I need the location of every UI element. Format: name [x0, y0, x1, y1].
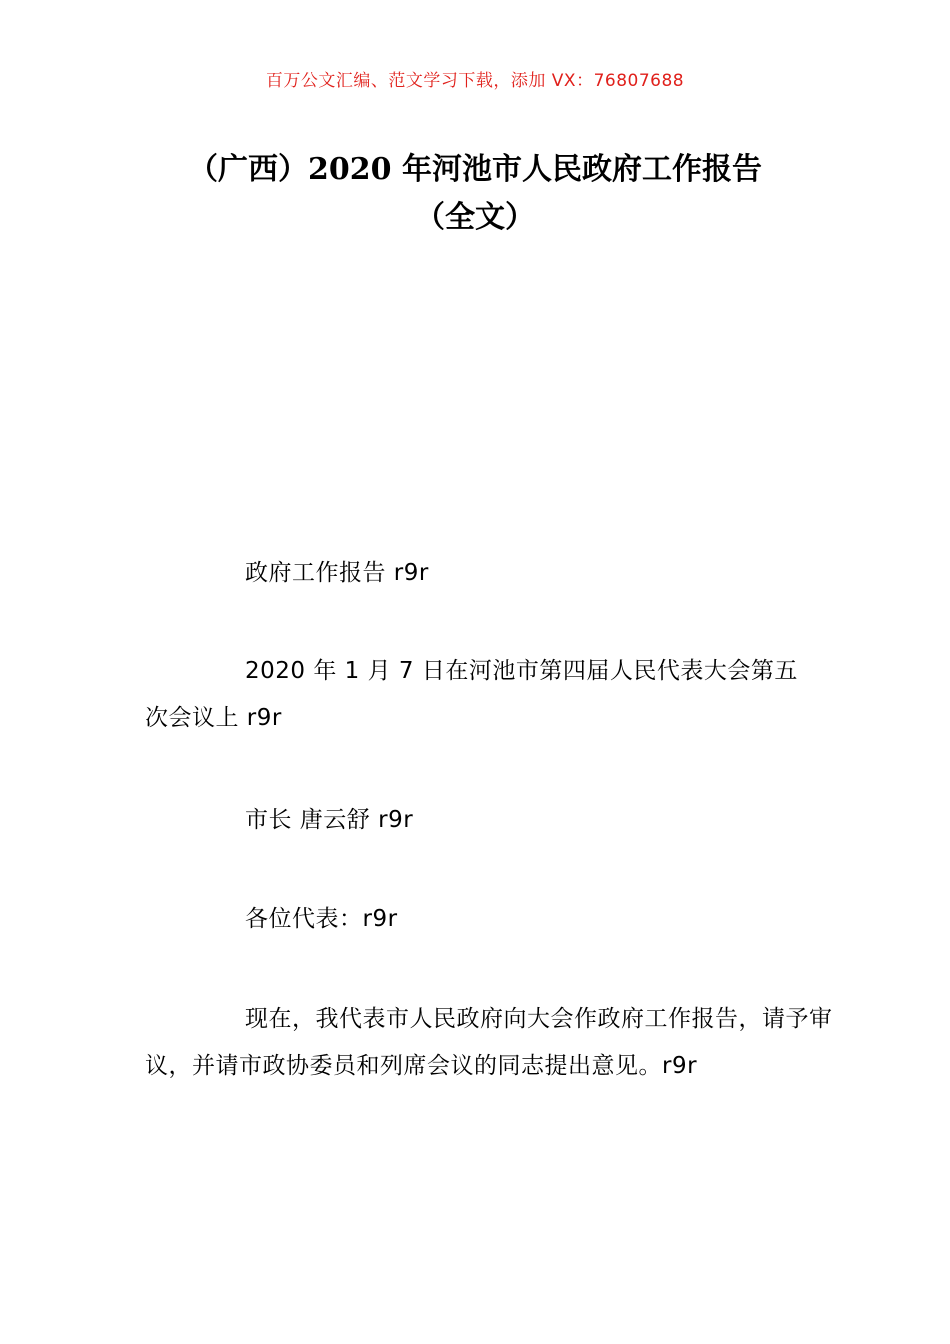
- paragraph-text: 政府工作报告 r9r: [245, 560, 429, 586]
- paragraph: [145, 797, 835, 844]
- paragraph-text: 2020 年 1 月 7 日在河池市第四届人民代表大会第五次会议上 r9r: [145, 658, 798, 731]
- document-title: [145, 146, 805, 242]
- paragraph: [145, 550, 835, 597]
- header-promo-note: 百万公文汇编、范文学习下载，添加 VX：76807688: [265, 71, 685, 91]
- paragraph: [145, 996, 835, 1090]
- title-line-2: （全文）: [415, 200, 535, 235]
- paragraph-text: 各位代表：r9r: [245, 906, 398, 932]
- paragraph: [145, 648, 815, 742]
- paragraph-text: 市长 唐云舒 r9r: [245, 807, 414, 833]
- paragraph: [145, 896, 835, 943]
- title-line-1: （广西）2020 年河池市人民政府工作报告: [188, 152, 762, 187]
- paragraph-text: 现在，我代表市人民政府向大会作政府工作报告，请予审议，并请市政协委员和列席会议的同志提出意见。r9r: [145, 1006, 833, 1079]
